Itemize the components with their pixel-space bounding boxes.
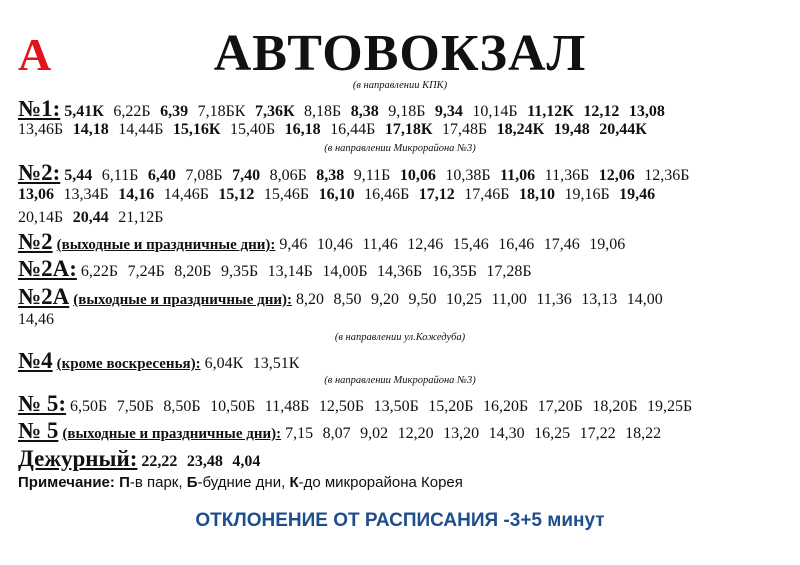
departure-time: 7,08Б [185,167,223,184]
note-key: П [119,474,130,491]
departure-time: 19,16Б [564,186,610,203]
departure-time: 17,18К [384,121,433,138]
note-key: Б [186,474,198,491]
note-desc: -до микрорайона Корея [298,474,463,491]
departure-time: 9,18Б [388,103,426,120]
note-label: Примечание: [18,474,115,491]
time-list [70,398,702,415]
route-2a-weekend-row [18,284,672,310]
departure-time: 9,11Б [353,167,391,184]
departure-time: 8,38 [316,167,345,184]
schedule-deviation: ОТКЛОНЕНИЕ ОТ РАСПИСАНИЯ -3+5 минут [195,510,605,531]
departure-time: 11,12К [527,103,574,120]
departure-time: 9,20 [370,291,399,308]
route-1-row-continued [18,121,656,139]
departure-time: 12,06 [598,167,635,184]
departure-time: 6,39 [160,103,189,120]
departure-time: 12,36Б [644,167,690,184]
departure-time: 7,18БК [197,103,246,120]
departure-time: 17,48Б [441,121,488,138]
direction-note: (в направлении Микрорайона №3) [324,143,476,154]
route-letter: А [18,29,52,80]
direction-note: (в направлении Микрорайона №3) [324,375,476,386]
departure-time: 13,06 [18,186,54,203]
departure-time: 12,12 [583,103,620,120]
route-label: №2 [18,229,53,254]
departure-time: 23,48 [186,453,223,470]
departure-time: 15,40Б [229,121,276,138]
departure-time: 14,44Б [118,121,164,138]
route-label: №2: [18,160,61,185]
departure-time: 13,08 [628,103,665,120]
route-5-row [18,391,702,417]
departure-time: 11,46 [362,236,398,253]
departure-time: 11,06 [500,167,536,184]
departure-time: 17,22 [579,425,616,442]
departure-time: 8,50 [333,291,362,308]
departure-time: 10,50Б [210,398,256,415]
departure-time: 20,44К [599,121,647,138]
departure-time: 8,20Б [174,263,212,280]
time-list [18,311,64,328]
route-4-row [18,348,309,374]
route-qualifier: (кроме воскресенья): [56,356,201,372]
departure-time: 6,22Б [113,103,151,120]
route-label: № 5: [18,391,67,416]
departure-time: 8,50Б [163,398,201,415]
departure-time: 8,18Б [304,103,342,120]
departure-time: 19,06 [589,236,626,253]
direction-note: (в направлении КПК) [352,80,448,91]
departure-time: 11,00 [491,291,527,308]
departure-time: 18,10 [518,186,555,203]
departure-time: 4,04 [232,453,261,470]
departure-time: 19,48 [553,121,590,138]
direction-note: (в направлении ул.Кожедуба) [334,332,466,343]
departure-time: 9,34 [434,103,463,120]
departure-time: 17,46 [543,236,580,253]
departure-time: 15,20Б [428,398,474,415]
departure-time: 6,04К [204,355,244,372]
departure-time: 22,22 [141,453,178,470]
note-key: К [289,474,299,491]
departure-time: 10,14Б [472,103,518,120]
departure-time: 14,00Б [322,263,368,280]
departure-time: 16,35Б [431,263,477,280]
departure-time: 14,46 [18,311,54,328]
departure-time: 6,11Б [101,167,139,184]
departure-time: 14,46Б [163,186,209,203]
route-qualifier: (выходные и праздничные дни): [56,237,276,253]
departure-time: 6,50Б [70,398,108,415]
departure-time: 17,28Б [486,263,532,280]
time-list [279,236,634,253]
departure-time: 10,46 [316,236,353,253]
route-2-row-continued [18,186,665,204]
departure-time: 9,46 [279,236,308,253]
departure-time: 19,46 [619,186,656,203]
departure-time: 15,12 [218,186,255,203]
departure-time: 8,38 [350,103,379,120]
departure-time: 13,14Б [267,263,313,280]
note-desc: -в парк, [129,474,183,491]
departure-time: 11,36Б [544,167,590,184]
departure-time: 17,12 [418,186,455,203]
departure-time: 13,34Б [63,186,109,203]
departure-time: 13,13 [581,291,618,308]
route-2a-row [18,256,541,282]
departure-time: 9,02 [360,425,389,442]
time-list [64,167,699,184]
route-qualifier: (выходные и праздничные дни): [73,292,292,308]
route-2a-weekend-row-continued [18,311,64,329]
departure-time: 18,24К [496,121,545,138]
departure-time: 16,18 [284,121,321,138]
departure-time: 13,51К [252,355,300,372]
departure-time: 5,41К [64,103,104,120]
route-qualifier: (выходные и праздничные дни): [62,426,282,442]
route-2-weekend-row [18,229,635,255]
departure-time: 18,22 [625,425,662,442]
departure-time: 12,50Б [318,398,365,415]
departure-time: 15,46 [452,236,489,253]
route-label: №4 [18,348,53,373]
departure-time: 15,16К [172,121,221,138]
route-label: Дежурный: [18,446,138,471]
departure-time: 13,50Б [373,398,419,415]
departure-time: 7,36К [254,103,295,120]
departure-time: 12,46 [407,236,444,253]
departure-time: 7,24Б [127,263,165,280]
departure-time: 5,44 [64,167,93,184]
departure-time: 11,36 [536,291,572,308]
legend-note [18,474,463,491]
duty-row [18,446,270,472]
departure-time: 10,06 [399,167,436,184]
departure-time: 14,16 [118,186,155,203]
departure-time: 18,20Б [592,398,638,415]
route-label: № 5 [18,418,59,443]
departure-time: 7,15 [285,425,314,442]
time-list [64,103,674,120]
note-desc: -будние дни, [197,474,286,491]
departure-time: 20,14Б [18,209,64,226]
departure-time: 8,06Б [269,167,307,184]
route-label: №1: [18,96,61,121]
departure-time: 16,44Б [330,121,376,138]
departure-time: 17,46Б [464,186,510,203]
route-5-weekend-row [18,418,671,444]
route-label: №2А [18,284,70,309]
departure-time: 6,40 [147,167,176,184]
departure-time: 8,20 [295,291,324,308]
departure-time: 21,12Б [118,209,164,226]
departure-time: 14,36Б [377,263,423,280]
departure-time: 17,20Б [537,398,583,415]
time-list [141,453,270,470]
time-list [18,186,665,203]
departure-time: 10,25 [445,291,482,308]
route-1-row [18,96,674,122]
time-list [18,121,656,138]
departure-time: 12,20 [397,425,434,442]
departure-time: 15,46Б [263,186,310,203]
departure-time: 13,46Б [18,121,64,138]
departure-time: 8,07 [322,425,351,442]
departure-time: 16,20Б [482,398,529,415]
departure-time: 14,00 [626,291,663,308]
route-2-row [18,160,699,186]
time-list [285,425,671,442]
departure-time: 20,44 [72,209,109,226]
departure-time: 14,30 [488,425,525,442]
departure-time: 14,18 [72,121,109,138]
time-list [18,209,173,226]
departure-time: 13,20 [443,425,480,442]
departure-time: 7,40 [232,167,261,184]
time-list [81,263,541,280]
departure-time: 11,48Б [264,398,310,415]
departure-time: 9,50 [408,291,437,308]
departure-time: 9,35Б [220,263,259,280]
departure-time: 6,22Б [80,263,119,280]
departure-time: 16,46Б [364,186,410,203]
page-title: АВТОВОКЗАЛ [213,25,587,82]
departure-time: 19,25Б [647,398,693,415]
time-list [296,291,672,308]
time-list [205,355,309,372]
route-2-row-continued [18,209,173,227]
departure-time: 16,46 [498,236,535,253]
route-label: №2А: [18,256,77,281]
departure-time: 16,10 [318,186,355,203]
departure-time: 7,50Б [116,398,154,415]
departure-time: 10,38Б [445,167,491,184]
departure-time: 16,25 [534,425,571,442]
